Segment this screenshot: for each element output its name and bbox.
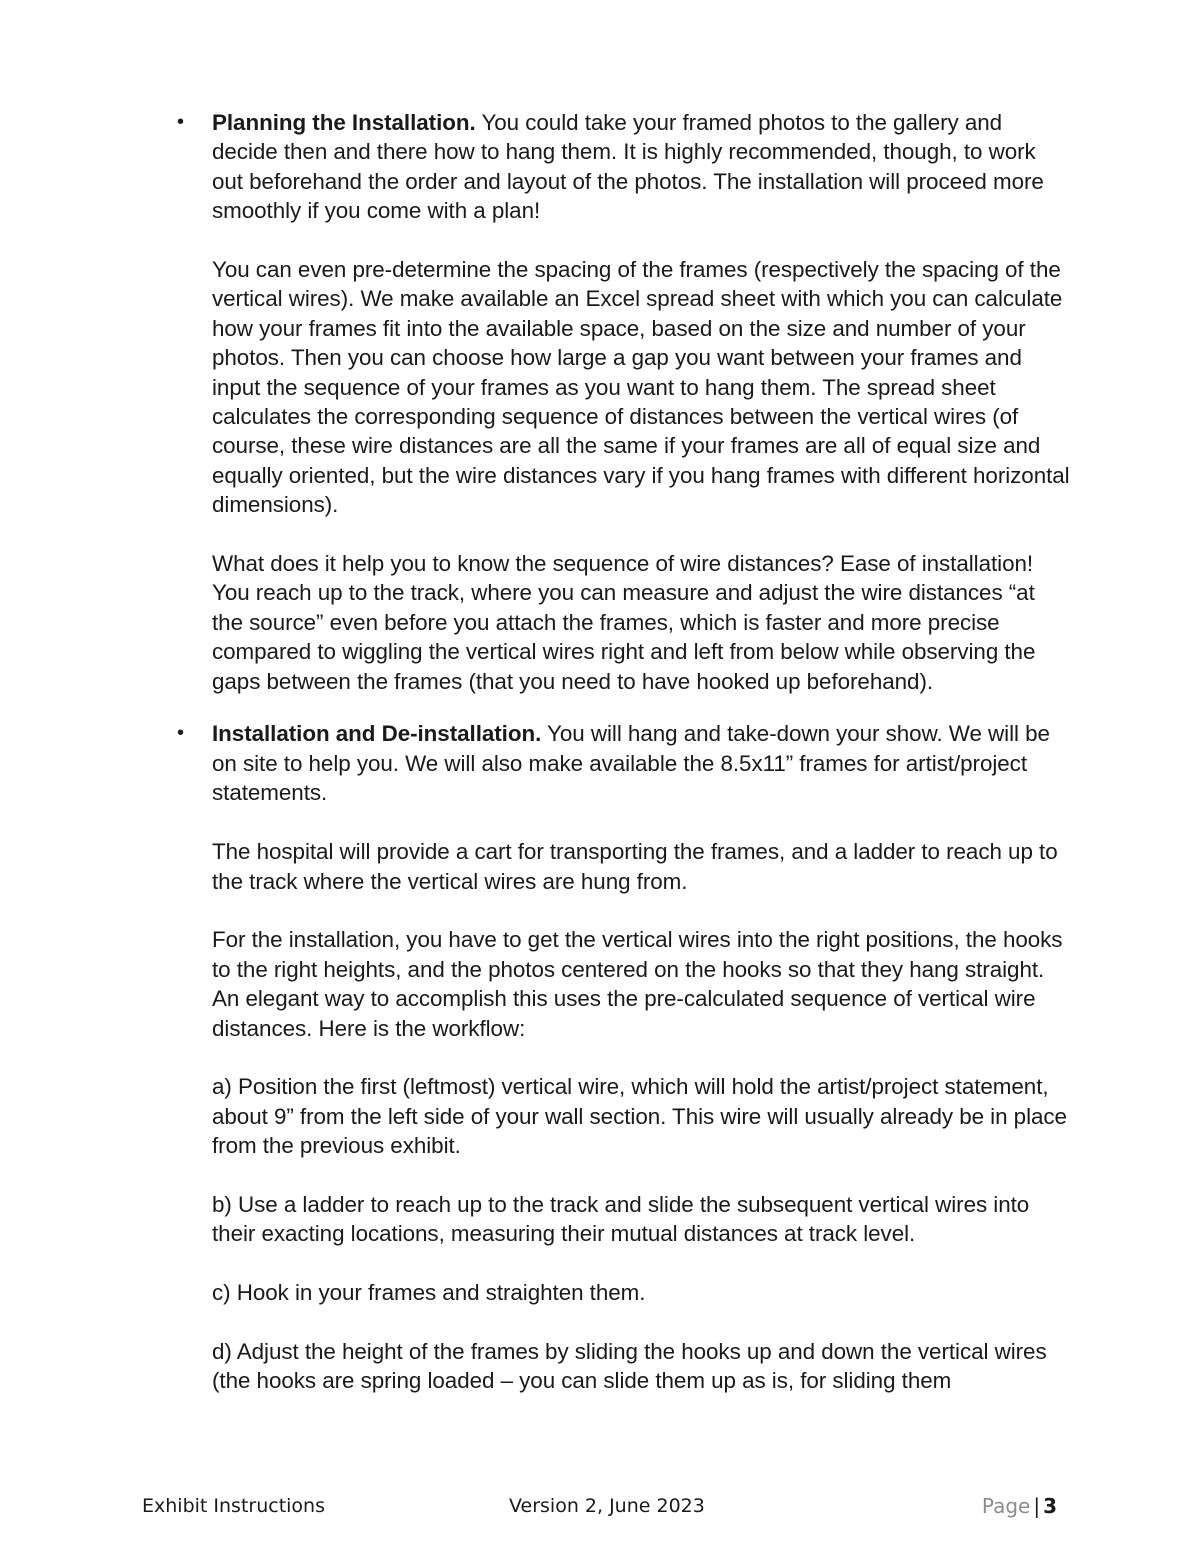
bullet-marker: • xyxy=(177,111,185,133)
workflow-intro-paragraph: For the installation, you have to get the vertical wires into the right positions, the hooks to the right heights, and the photos centered on the hooks so that they hang straight. An elegant way to accomplish this uses the pre-calculated sequence of vertical wire distances. Here is the workflow: xyxy=(212,927,1063,1041)
document-body xyxy=(0,108,1200,1425)
planning-intro-paragraph xyxy=(212,108,1070,226)
footer-page-separator: | xyxy=(1033,1494,1041,1518)
spacing-paragraph: You can even pre-determine the spacing of the frames (respectively the spacing of the vertical wires). We make available an Excel spread sheet with which you can calculate how your frames fit into the available space, based on the size and number of your photos. Then you can choose how large a gap you want between your frames and input the sequence of your frames as you want to hang them. The spread sheet calculates the corresponding sequence of distances between the vertical wires (of course, these wire distances are all the same if your frames are all of equal size and equally oriented, but the wire distances vary if you hang frames with different horizontal dimensions). xyxy=(212,257,1070,518)
installation-intro-paragraph xyxy=(212,719,1070,807)
installation-heading: Installation and De-installation. xyxy=(212,721,542,747)
workflow-step-d: d) Adjust the height of the frames by sliding the hooks up and down the vertical wires (the hooks are spring loaded – you can slide them up as is, for sliding them xyxy=(212,1338,1047,1394)
workflow-step-c: c) Hook in your frames and straighten them. xyxy=(212,1280,646,1306)
workflow-step-b: b) Use a ladder to reach up to the track and slide the subsequent vertical wires into their exacting locations, measuring their mutual distances at track level. xyxy=(212,1191,1030,1247)
installation-intro-text: You will hang and take-down your show. We will be on site to help you. We will also make available the 8.5x11” frames for artist/project statements. xyxy=(212,721,1050,806)
footer-version: Version 2, June 2023 xyxy=(509,1495,705,1517)
planning-heading: Planning the Installation. xyxy=(212,110,476,135)
bullet-marker: • xyxy=(177,722,185,745)
footer-page-indicator xyxy=(982,1491,1057,1521)
workflow-step-a: a) Position the first (leftmost) vertical wire, which will hold the artist/project statement, about 9” from the left side of your wall section. This wire will usually already be in place from the previous exhibit. xyxy=(212,1074,1067,1159)
bullet-installation-deinstallation xyxy=(0,719,1200,1395)
footer-page-label: Page xyxy=(981,1494,1031,1518)
bullet-planning-installation xyxy=(0,108,1200,696)
footer-page-number: 3 xyxy=(1043,1494,1057,1518)
hospital-cart-paragraph: The hospital will provide a cart for transporting the frames, and a ladder to reach up to the track where the vertical wires are hung from. xyxy=(212,839,1058,894)
wire-distances-paragraph: What does it help you to know the sequence of wire distances? Ease of installation! You reach up to the track, where you can measure and adjust the wire distances “at the source” even before you attach the frames, which is faster and more precise compared to wiggling the vertical wires right and left from below while observing the gaps between the frames (that you need to have hooked up beforehand). xyxy=(212,551,1036,694)
footer-document-title: Exhibit Instructions xyxy=(142,1495,325,1517)
page-footer xyxy=(0,1491,1200,1521)
planning-intro-text: You could take your framed photos to the gallery and decide then and there how to hang them. It is highly recommended, though, to work out beforehand the order and layout of the photos. The installation will proceed more smoothly if you come with a plan! xyxy=(212,110,1044,224)
